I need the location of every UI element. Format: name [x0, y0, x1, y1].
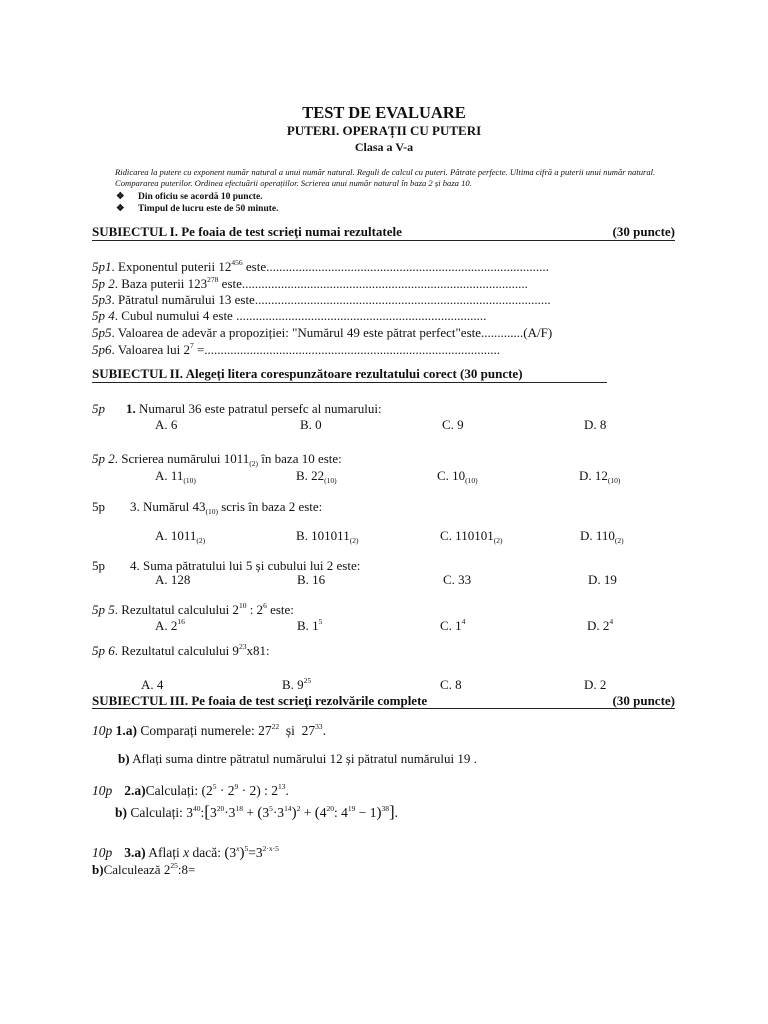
- formula-3a: $(3^x)^5=3^{2\cdot x\cdot 5}$: [224, 844, 279, 861]
- question-1: 5p 1. Numarul 36 este patratul persefc al numarului:: [92, 401, 382, 416]
- problem-1b: b) Aflați suma dintre pătratul numărului 12 și pătratul numărului 19 .: [118, 751, 477, 766]
- section-1-item: 5p3. Pătratul numărului 13 este...........................................................................................: [92, 292, 551, 307]
- problem-2a: 10p 2.a)Calculați: $(2^5 \cdot 2^9 \cdot 2)$ : $2^{13}$.: [92, 782, 289, 798]
- question-2: 5p 2. Scrierea numărului $1011_{(2)}$ în baza 10 este:: [92, 451, 342, 468]
- option-b: B. $1^5$: [297, 617, 323, 633]
- option-a: A. 4: [141, 677, 164, 692]
- option-c: C. $10_{(10)}$: [437, 468, 478, 485]
- problem-1a: 10p 1.a) Comparați numerele: $27^{22}$ și $27^{33}$.: [92, 722, 326, 738]
- section-2-title: SUBIECTUL II. Alegeți litera corespunzătoare rezultatului corect (30 puncte): [92, 366, 523, 381]
- option-b: B. 0: [300, 417, 322, 432]
- option-d: D. $12_{(10)}$: [579, 468, 621, 485]
- section-1-points: (30 puncte): [612, 224, 675, 239]
- diamond-bullet-icon: ❖: [116, 204, 125, 214]
- diamond-bullet-icon: ❖: [116, 192, 125, 202]
- grade-label: Clasa a V-a: [354, 140, 414, 154]
- option-d: D. $2^4$: [587, 617, 614, 633]
- option-a: A. $11_{(10)}$: [155, 468, 196, 485]
- test-title: TEST DE EVALUARE: [302, 103, 466, 122]
- section-1-item: 5p1. Exponentul puterii $12^{456}$ este.......................................................................................: [92, 258, 549, 274]
- option-b: B. $101011_{(2)}$: [296, 528, 359, 545]
- option-b: B. 16: [297, 572, 326, 587]
- option-c: C. $1^4$: [440, 617, 466, 633]
- option-b: B. $22_{(10)}$: [296, 468, 337, 485]
- problem-2b: b) Calculați: $3^{40}:[3^{20}\cdot 3^{18} + (3^5\cdot 3^{14})^2 + (4^{20}$: $4^{19} - 1)^{38}$].: [115, 802, 398, 821]
- option-d: D. $110_{(2)}$: [580, 528, 624, 545]
- option-b: B. $9^{25}$: [282, 676, 312, 692]
- syllabus-description: Ridicarea la putere cu exponent număr natural a unui număr natural. Reguli de calcul cu puteri. Pătrate perfecte. Ultima cifră a puterii unui număr natural. Compararea puterilor. Ordinea efectuării operațiilor. Scrierea unui număr natural în baza 2 și baza 10.: [115, 167, 656, 188]
- section-3-points: (30 puncte): [612, 693, 675, 708]
- section-divider: [92, 708, 675, 709]
- option-d: D. 19: [588, 572, 617, 587]
- formula-2b: $3^{40}:[3^{20}\cdot 3^{18} + (3^5\cdot 3^{14})^2 + (4^{20}$: $4^{19} - 1)^{38}$].: [186, 802, 398, 821]
- bullet-item: ❖ Din oficiu se acordă 10 puncte.: [116, 192, 263, 202]
- section-1-item: 5p6. Valoarea lui $2^7$ =...........................................................................................: [92, 341, 501, 357]
- section-3-title: SUBIECTUL III. Pe foaia de test scrieţi rezolvările complete: [92, 693, 428, 708]
- problem-3a: 10p 3.a) Aflați x dacă: $(3^x)^5=3^{2\cdot x\cdot 5}$: [92, 844, 279, 861]
- option-c: C. 9: [442, 417, 464, 432]
- option-d: D. 8: [584, 417, 607, 432]
- option-a: A. $1011_{(2)}$: [155, 528, 206, 545]
- section-1-item: 5p 2. Baza puterii $123^{278}$ este........................................................................................: [92, 275, 528, 291]
- problem-3b: b)Calculează $2^{25}:8=$: [92, 861, 196, 877]
- question-3: 5p 3. Numărul $43_{(10)}$ scris în baza 2 este:: [92, 499, 323, 516]
- question-5: 5p 5. Rezultatul calculului $2^{10}$ : $2^6$ este:: [92, 601, 294, 617]
- option-c: C. 8: [440, 677, 462, 692]
- section-1-item: 5p 4. Cubul numului 4 este .............................................................................: [92, 308, 487, 323]
- section-divider: [92, 382, 607, 383]
- option-a: A. 128: [155, 572, 191, 587]
- option-a: A. 6: [155, 417, 178, 432]
- option-d: D. 2: [584, 677, 607, 692]
- question-4: 5p 4. Suma pătratului lui 5 și cubului lui 2 este:: [92, 558, 361, 573]
- bullet-item: ❖ Timpul de lucru este de 50 minute.: [116, 204, 279, 214]
- option-c: C. $110101_{(2)}$: [440, 528, 503, 545]
- section-1-item: 5p5. Valoarea de adevăr a propoziției: "Numărul 49 este pătrat perfect"este.............(A/F): [92, 325, 553, 340]
- option-a: A. $2^{16}$: [155, 617, 185, 633]
- question-6: 5p 6. Rezultatul calculului $9^{23}x81$:: [92, 642, 270, 658]
- option-c: C. 33: [443, 572, 472, 587]
- test-subtitle: PUTERI. OPERAȚII CU PUTERI: [286, 123, 482, 138]
- section-divider: [92, 240, 675, 241]
- section-1-title: SUBIECTUL I. Pe foaia de test scrieţi numai rezultatele: [92, 224, 402, 239]
